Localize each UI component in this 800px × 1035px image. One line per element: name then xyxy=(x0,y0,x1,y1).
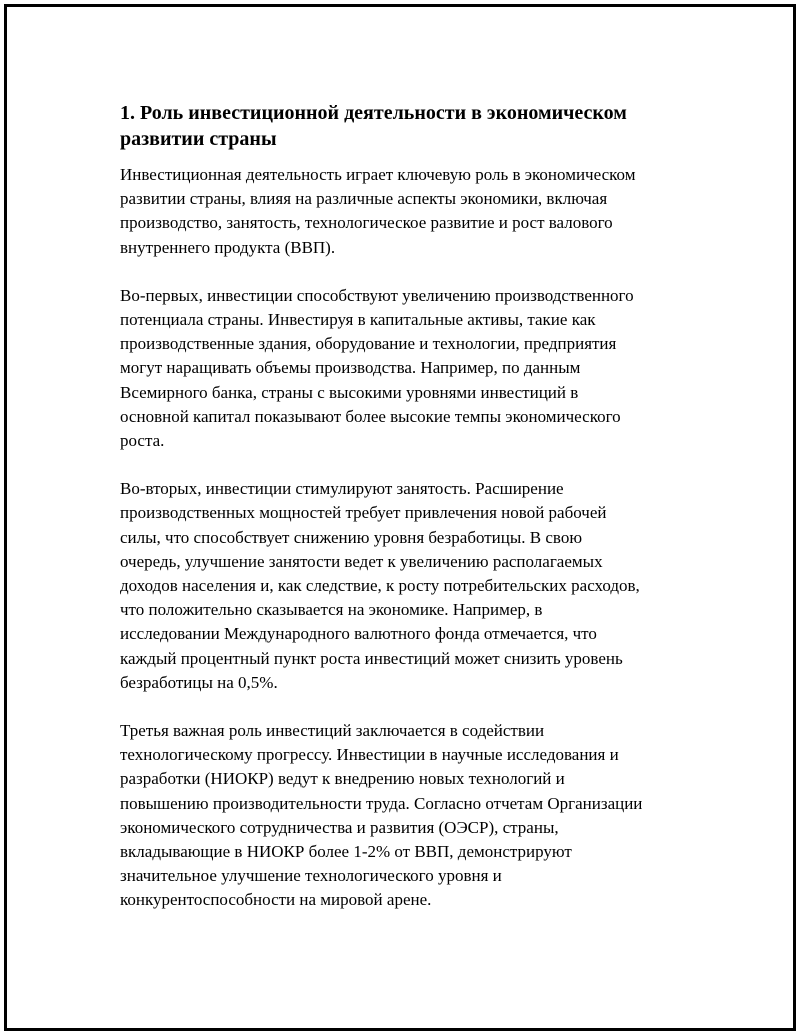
paragraph-line: очередь, улучшение занятости ведет к увеличению располагаемых xyxy=(120,551,603,571)
paragraph-line: разработки (НИОКР) ведут к внедрению новых технологий и xyxy=(120,769,565,789)
paragraph-production-capacity xyxy=(120,284,710,453)
paragraph-line: конкурентоспособности на мировой арене. xyxy=(120,890,432,910)
paragraph-line: Третья важная роль инвестиций заключается в содействии xyxy=(120,721,545,741)
heading-line: 1. Роль инвестиционной деятельности в экономическом xyxy=(120,102,627,124)
paragraph-line: производственных мощностей требует привлечения новой рабочей xyxy=(120,503,607,523)
paragraph-line: доходов населения и, как следствие, к росту потребительских расходов, xyxy=(120,576,640,596)
paragraph-line: развитии страны, влияя на различные аспекты экономики, включая xyxy=(120,189,608,209)
paragraph-line: производство, занятость, технологическое развитие и рост валового xyxy=(120,213,613,233)
paragraph-line: экономического сотрудничества и развития (ОЭСР), страны, xyxy=(120,817,559,837)
paragraph-line: силы, что способствует снижению уровня безработицы. В свою xyxy=(120,527,583,547)
paragraph-employment xyxy=(120,477,710,695)
paragraph-line: могут наращивать объемы производства. Например, по данным xyxy=(120,358,581,378)
paragraph-line: безработицы на 0,5%. xyxy=(120,672,278,692)
paragraph-line: технологическому прогрессу. Инвестиции в научные исследования и xyxy=(120,745,619,765)
paragraph-line: основной капитал показывают более высокие темпы экономического xyxy=(120,406,621,426)
paragraph-line: исследовании Международного валютного фонда отмечается, что xyxy=(120,624,597,644)
document-page xyxy=(4,4,796,1031)
paragraph-line: Во-вторых, инвестиции стимулируют занятость. Расширение xyxy=(120,479,564,499)
paragraph-line: потенциала страны. Инвестируя в капитальные активы, такие как xyxy=(120,310,596,330)
paragraph-line: вкладывающие в НИОКР более 1-2% от ВВП, демонстрируют xyxy=(120,842,572,862)
paragraph-intro xyxy=(120,163,710,260)
paragraph-line: значительное улучшение технологического уровня и xyxy=(120,866,502,886)
document-body xyxy=(120,100,710,913)
heading-line: развитии страны xyxy=(120,128,277,150)
paragraph-line: роста. xyxy=(120,431,165,451)
paragraph-line: внутреннего продукта (ВВП). xyxy=(120,237,336,257)
paragraph-line: Во-первых, инвестиции способствуют увеличению производственного xyxy=(120,285,634,305)
paragraph-line: каждый процентный пункт роста инвестиций может снизить уровень xyxy=(120,648,623,668)
paragraph-line: производственные здания, оборудование и технологии, предприятия xyxy=(120,334,617,354)
paragraph-line: повышению производительности труда. Согласно отчетам Организации xyxy=(120,793,643,813)
paragraph-line: Всемирного банка, страны с высокими уровнями инвестиций в xyxy=(120,382,579,402)
paragraph-technology xyxy=(120,719,710,913)
section-heading xyxy=(120,100,710,152)
paragraph-line: Инвестиционная деятельность играет ключевую роль в экономическом xyxy=(120,165,636,184)
paragraph-line: что положительно сказывается на экономике. Например, в xyxy=(120,600,543,620)
